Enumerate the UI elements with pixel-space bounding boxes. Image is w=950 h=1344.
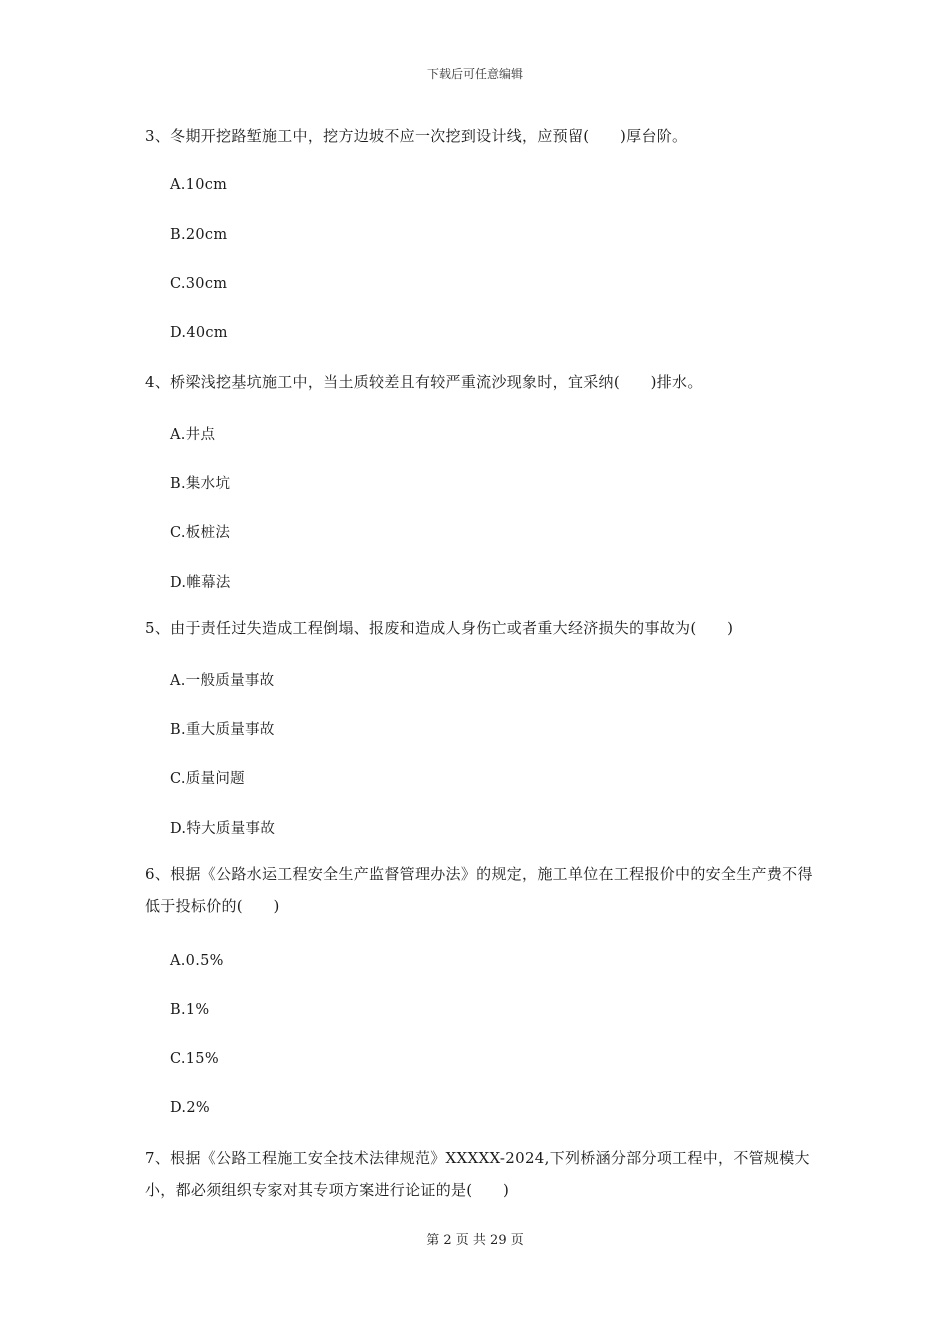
- page-header: 下载后可任意编辑: [426, 67, 523, 81]
- question-3-option-d: D.40cm: [170, 325, 228, 341]
- question-6-option-c: C.15%: [170, 1051, 219, 1067]
- question-5-stem: 5、由于责任过失造成工程倒塌、报废和造成人身伤亡或者重大经济损失的事故为( ): [145, 619, 734, 637]
- question-4-option-c: C.板桩法: [170, 525, 231, 541]
- question-3-option-a: A.10cm: [170, 177, 228, 193]
- question-4-stem: 4、桥梁浅挖基坑施工中，当土质较差且有较严重流沙现象时，宜采纳( )排水。: [145, 373, 703, 391]
- question-5-option-b: B.重大质量事故: [170, 722, 275, 738]
- question-5-option-a: A.一般质量事故: [170, 673, 275, 689]
- question-3-stem: 3、冬期开挖路堑施工中，挖方边坡不应一次挖到设计线，应预留( )厚台阶。: [145, 127, 688, 145]
- question-4-option-b: B.集水坑: [170, 476, 231, 492]
- question-3-option-b: B.20cm: [170, 227, 228, 243]
- question-6-option-a: A.0.5%: [170, 953, 224, 969]
- question-3-option-c: C.30cm: [170, 276, 228, 292]
- question-6-stem: 6、根据《公路水运工程安全生产监督管理办法》的规定，施工单位在工程报价中的安全生产费不得低于投标价的( ): [145, 865, 813, 915]
- question-5-option-d: D.特大质量事故: [170, 821, 276, 837]
- question-6-option-b: B.1%: [170, 1002, 210, 1018]
- question-7-stem: 7、根据《公路工程施工安全技术法律规范》XXXXX-2024,下列桥涵分部分项工程中，不管规模大小，都必须组织专家对其专项方案进行论证的是( ): [145, 1149, 810, 1199]
- question-4-option-a: A.井点: [170, 427, 216, 443]
- question-5-option-c: C.质量问题: [170, 771, 245, 787]
- question-4-option-d: D.帷幕法: [170, 575, 231, 591]
- page-footer: 第 2 页 共 29 页: [426, 1233, 524, 1248]
- question-6-option-d: D.2%: [170, 1100, 210, 1116]
